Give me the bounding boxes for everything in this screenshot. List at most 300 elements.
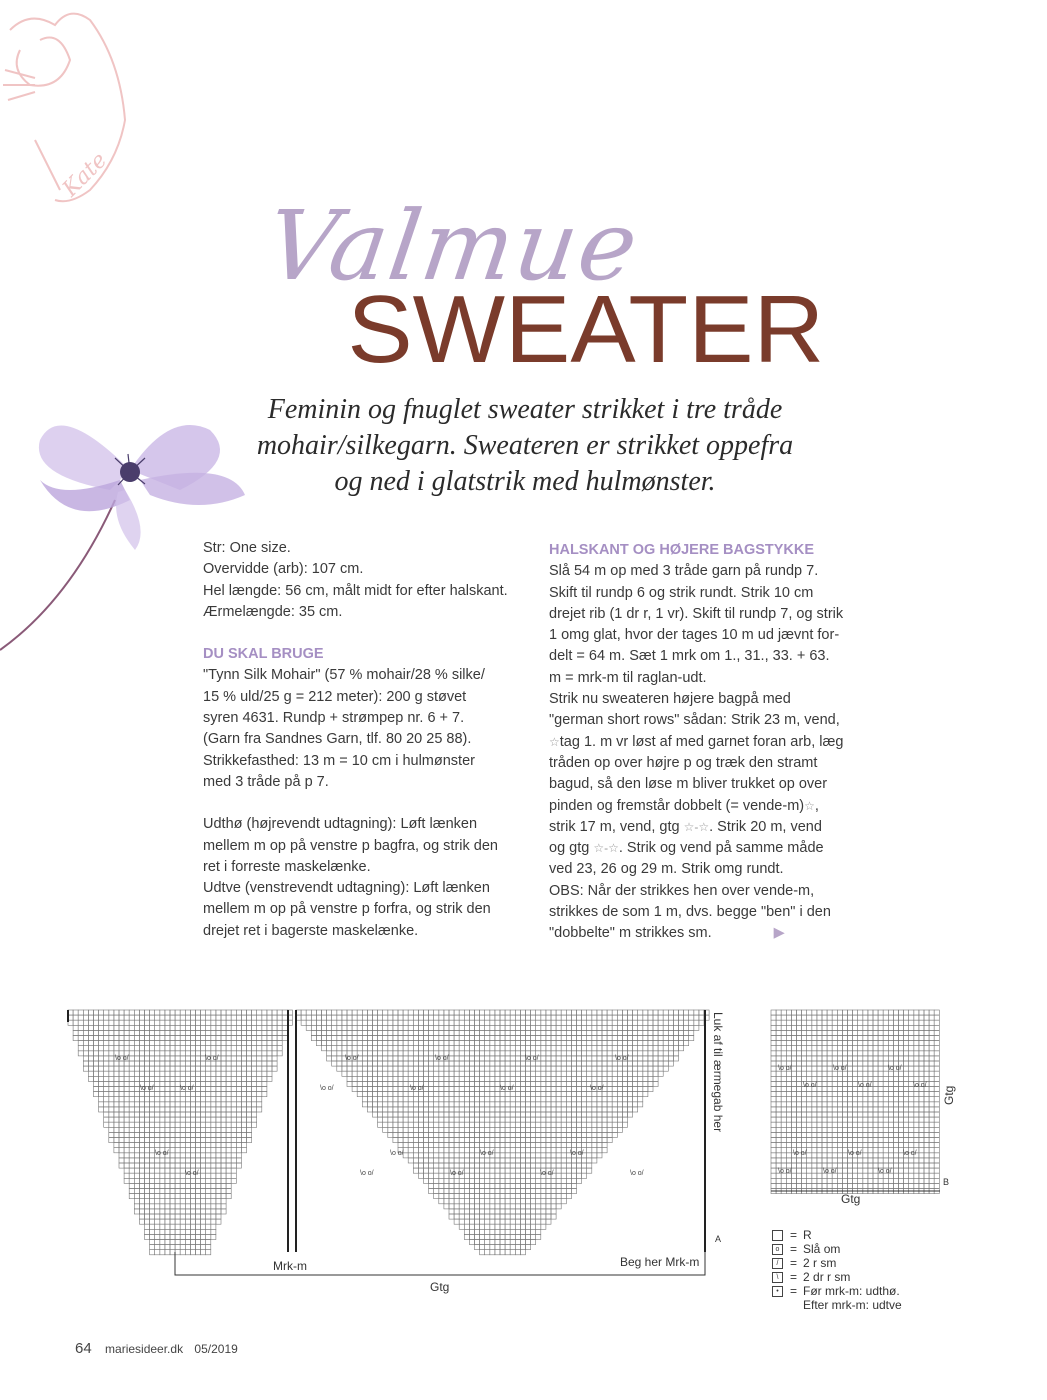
chart-cell [571,1010,576,1015]
chart-cell [311,1015,316,1020]
chart-cell [196,1240,201,1245]
chart-cell [873,1020,878,1025]
chart-cell [919,1066,924,1071]
chart-cell [306,1010,311,1015]
chart-cell [262,1046,267,1051]
chart-cell [383,1117,388,1122]
chart-cell [893,1036,898,1041]
chart-cell [546,1056,551,1061]
chart-cell [633,1051,638,1056]
chart-cell [327,1020,332,1025]
chart-cell [832,1025,837,1030]
chart-cell [439,1025,444,1030]
chart-cell [322,1030,327,1035]
chart-cell [924,1173,929,1178]
chart-cell [241,1081,246,1086]
chart-cell [367,1051,372,1056]
chart-cell [424,1020,429,1025]
chart-cell [180,1061,185,1066]
chart-cell [485,1025,490,1030]
chart-cell [216,1010,221,1015]
instr-line: strikkes de som 1 m, dvs. begge "ben" i den [549,904,831,921]
chart-cell [145,1102,150,1107]
chart-cell [771,1071,776,1076]
chart-cell [500,1066,505,1071]
chart-cell [791,1081,796,1086]
chart-cell [94,1076,99,1081]
chart-cell [582,1061,587,1066]
chart-cell [139,1178,144,1183]
chart-cell [464,1081,469,1086]
chart-cell [475,1097,480,1102]
chart-cell [134,1020,139,1025]
chart-cell [252,1015,257,1020]
chart-cell [160,1010,165,1015]
chart-cell [541,1148,546,1153]
chart-cell [429,1178,434,1183]
chart-cell [160,1061,165,1066]
chart-cell [827,1051,832,1056]
chart-cell [347,1025,352,1030]
chart-cell [505,1046,510,1051]
chart-cell [236,1071,241,1076]
chart-cell [398,1087,403,1092]
chart-cell [347,1020,352,1025]
chart-cell [413,1036,418,1041]
chart-cell [424,1036,429,1041]
chart-cell [566,1122,571,1127]
chart-cell [689,1010,694,1015]
chart-cell [561,1143,566,1148]
chart-cell [607,1097,612,1102]
chart-cell [464,1158,469,1163]
chart-cell [429,1046,434,1051]
chart-cell [868,1127,873,1132]
chart-cell [170,1234,175,1239]
chart-cell [160,1199,165,1204]
chart-cell [500,1015,505,1020]
chart-cell [367,1061,372,1066]
chart-cell [439,1071,444,1076]
chart-cell [196,1030,201,1035]
chart-cell [822,1066,827,1071]
chart-cell [388,1025,393,1030]
chart-cell [541,1214,546,1219]
chart-cell [612,1097,617,1102]
chart-cell [577,1122,582,1127]
chart-cell [129,1122,134,1127]
chart-cell [94,1025,99,1030]
chart-cell [490,1199,495,1204]
chart-cell [899,1036,904,1041]
chart-cell [114,1087,119,1092]
chart-cell [566,1143,571,1148]
chart-cell [114,1127,119,1132]
chart-cell [822,1183,827,1188]
chart-cell [551,1209,556,1214]
chart-cell [393,1122,398,1127]
chart-cell [934,1153,939,1158]
chart-cell [216,1143,221,1148]
chart-cell [190,1199,195,1204]
chart-cell [807,1076,812,1081]
chart-cell [170,1153,175,1158]
chart-cell [109,1066,114,1071]
chart-cell [832,1036,837,1041]
chart-cell [868,1143,873,1148]
chart-cell [853,1051,858,1056]
chart-cell [771,1173,776,1178]
chart-cell [464,1097,469,1102]
chart-cell [403,1041,408,1046]
chart-cell [190,1127,195,1132]
chart-cell [119,1127,124,1132]
chart-cell [638,1051,643,1056]
chart-cell [150,1046,155,1051]
chart-cell [231,1153,236,1158]
chart-cell [134,1117,139,1122]
chart-cell [418,1168,423,1173]
chart-cell [475,1245,480,1250]
chart-cell [791,1010,796,1015]
chart-cell [94,1061,99,1066]
chart-cell [139,1117,144,1122]
chart-cell [393,1046,398,1051]
chart-cell [175,1158,180,1163]
chart-cell [367,1087,372,1092]
chart-cell [490,1143,495,1148]
chart-cell [139,1189,144,1194]
chart-cell [454,1061,459,1066]
chart-cell [587,1015,592,1020]
chart-cell [602,1127,607,1132]
chart-cell [863,1097,868,1102]
chart-cell [252,1061,257,1066]
chart-cell [648,1015,653,1020]
chart-cell [551,1189,556,1194]
chart-cell [211,1168,216,1173]
chart-cell [628,1046,633,1051]
chart-cell [226,1158,231,1163]
chart-cell [526,1041,531,1046]
chart-cell [155,1209,160,1214]
chart-cell [520,1097,525,1102]
chart-cell [929,1097,934,1102]
chart-cell [480,1183,485,1188]
chart-cell [83,1051,88,1056]
chart-cell [398,1076,403,1081]
chart-cell [267,1030,272,1035]
chart-cell [848,1036,853,1041]
chart-cell [352,1066,357,1071]
chart-cell [464,1122,469,1127]
chart-cell [909,1092,914,1097]
chart-cell [786,1056,791,1061]
chart-cell [322,1015,327,1020]
chart-cell [160,1163,165,1168]
chart-cell [393,1051,398,1056]
chart-cell [373,1041,378,1046]
chart-cell [853,1056,858,1061]
chart-cell [485,1168,490,1173]
chart-cell [919,1025,924,1030]
chart-cell [541,1071,546,1076]
chart-cell [362,1056,367,1061]
chart-cell [139,1163,144,1168]
chart-cell [454,1015,459,1020]
chart-cell [134,1178,139,1183]
chart-cell [883,1056,888,1061]
chart-cell [418,1030,423,1035]
chart-cell [272,1010,277,1015]
chart-cell [352,1030,357,1035]
chart-cell [454,1143,459,1148]
chart-cell [510,1209,515,1214]
chart-cell [515,1127,520,1132]
chart-cell [211,1132,216,1137]
chart-cell [863,1183,868,1188]
chart-cell [531,1148,536,1153]
chart-cell [231,1102,236,1107]
chart-cell [878,1071,883,1076]
chart-cell [129,1025,134,1030]
chart-cell [663,1020,668,1025]
chart-cell [236,1153,241,1158]
chart-cell [190,1245,195,1250]
chart-cell [817,1163,822,1168]
chart-cell [119,1112,124,1117]
chart-cell [612,1117,617,1122]
chart-cell [791,1178,796,1183]
chart-cell [83,1036,88,1041]
chart-cell [145,1148,150,1153]
chart-cell [196,1178,201,1183]
chart-cell [791,1173,796,1178]
chart-cell [99,1036,104,1041]
chart-cell [561,1178,566,1183]
chart-cell [520,1066,525,1071]
chart-cell [878,1122,883,1127]
chart-cell [633,1071,638,1076]
chart-cell [403,1025,408,1030]
chart-cell [139,1020,144,1025]
chart-cell [536,1107,541,1112]
chart-cell [571,1163,576,1168]
chart-cell [190,1051,195,1056]
chart-cell [206,1224,211,1229]
chart-cell [155,1122,160,1127]
chart-cell [469,1061,474,1066]
chart-cell [408,1061,413,1066]
chart-cell [388,1087,393,1092]
chart-cell [904,1163,909,1168]
chart-cell [617,1015,622,1020]
chart-cell [812,1178,817,1183]
chart-cell [802,1117,807,1122]
chart-cell [449,1056,454,1061]
chart-cell [628,1092,633,1097]
chart-cell [893,1168,898,1173]
chart-cell [252,1117,257,1122]
chart-cell [424,1081,429,1086]
chart-cell [236,1127,241,1132]
chart-cell [170,1102,175,1107]
chart-cell [520,1240,525,1245]
chart-cell [449,1199,454,1204]
chart-cell [812,1010,817,1015]
chart-cell [577,1117,582,1122]
chart-cell [781,1107,786,1112]
chart-cell [520,1036,525,1041]
chart-cell [277,1051,282,1056]
chart-cell [262,1087,267,1092]
chart-cell [129,1163,134,1168]
chart-cell [190,1117,195,1122]
chart-cell [776,1138,781,1143]
chart-cell [337,1036,342,1041]
chart-cell [812,1168,817,1173]
chart-cell [827,1143,832,1148]
chart-cell [480,1046,485,1051]
chart-cell [459,1219,464,1224]
chart-cell [658,1010,663,1015]
chart-cell [541,1066,546,1071]
chart-cell [822,1122,827,1127]
chart-cell [211,1163,216,1168]
chart-cell [424,1087,429,1092]
chart-cell [160,1183,165,1188]
chart-cell [408,1046,413,1051]
chart-cell [781,1092,786,1097]
chart-cell [495,1204,500,1209]
chart-cell [439,1178,444,1183]
chart-cell [475,1234,480,1239]
chart-cell [429,1061,434,1066]
chart-cell [914,1046,919,1051]
chart-cell [139,1066,144,1071]
chart-cell [817,1056,822,1061]
chart-cell [145,1183,150,1188]
chart-cell [398,1051,403,1056]
chart-cell [592,1076,597,1081]
chart-cell [551,1015,556,1020]
chart-cell [520,1178,525,1183]
chart-cell [888,1107,893,1112]
chart-cell [221,1061,226,1066]
chart-cell [449,1087,454,1092]
chart-cell [587,1025,592,1030]
chart-cell [201,1036,206,1041]
chart-cell [904,1081,909,1086]
chart-cell [556,1071,561,1076]
chart-cell [485,1189,490,1194]
chart-cell [899,1051,904,1056]
chart-cell [216,1076,221,1081]
chart-cell [180,1229,185,1234]
chart-cell [909,1122,914,1127]
chart-cell [848,1081,853,1086]
chart-cell [216,1122,221,1127]
chart-cell [888,1102,893,1107]
chart-cell [469,1056,474,1061]
chart-cell [556,1046,561,1051]
chart-cell [837,1117,842,1122]
chart-cell [418,1163,423,1168]
chart-cell [398,1102,403,1107]
chart-cell [786,1036,791,1041]
chart-cell [403,1061,408,1066]
chart-cell [822,1107,827,1112]
chart-cell [505,1092,510,1097]
chart-cell [561,1194,566,1199]
chart-cell [185,1036,190,1041]
chart-cell [791,1183,796,1188]
chart-cell [190,1071,195,1076]
chart-cell [663,1061,668,1066]
chart-cell [454,1117,459,1122]
chart-cell [418,1122,423,1127]
chart-cell [464,1046,469,1051]
chart-cell [190,1234,195,1239]
chart-cell [924,1138,929,1143]
chart-cell [592,1071,597,1076]
chart-cell [388,1097,393,1102]
chart-cell [893,1138,898,1143]
chart-cell [863,1020,868,1025]
chart-cell [429,1117,434,1122]
chart-cell [909,1061,914,1066]
chart-cell [413,1051,418,1056]
chart-cell [888,1132,893,1137]
chart-cell [170,1041,175,1046]
chart-cell [526,1046,531,1051]
chart-cell [536,1036,541,1041]
chart-cell [241,1112,246,1117]
chart-cell [520,1127,525,1132]
chart-cell [388,1071,393,1076]
chart-cell [500,1102,505,1107]
chart-cell [648,1046,653,1051]
chart-cell [480,1015,485,1020]
chart-cell [929,1046,934,1051]
chart-cell [216,1178,221,1183]
chart-cell [206,1138,211,1143]
page-number: 64 [75,1340,92,1357]
chart-cell [566,1010,571,1015]
chart-cell [378,1056,383,1061]
chart-cell [150,1199,155,1204]
chart-cell [797,1087,802,1092]
chart-cell [403,1117,408,1122]
chart-cell [873,1122,878,1127]
chart-cell [848,1107,853,1112]
chart-cell [114,1092,119,1097]
chart-cell [837,1107,842,1112]
chart-cell [617,1041,622,1046]
chart-cell [868,1036,873,1041]
chart-cell [505,1234,510,1239]
chart-cell [88,1030,93,1035]
chart-cell [909,1030,914,1035]
chart-cell [444,1015,449,1020]
chart-cell [909,1097,914,1102]
chart-cell [444,1076,449,1081]
chart-cell [337,1041,342,1046]
chart-cell [267,1056,272,1061]
chart-cell [449,1117,454,1122]
chart-cell [165,1020,170,1025]
chart-cell [180,1051,185,1056]
